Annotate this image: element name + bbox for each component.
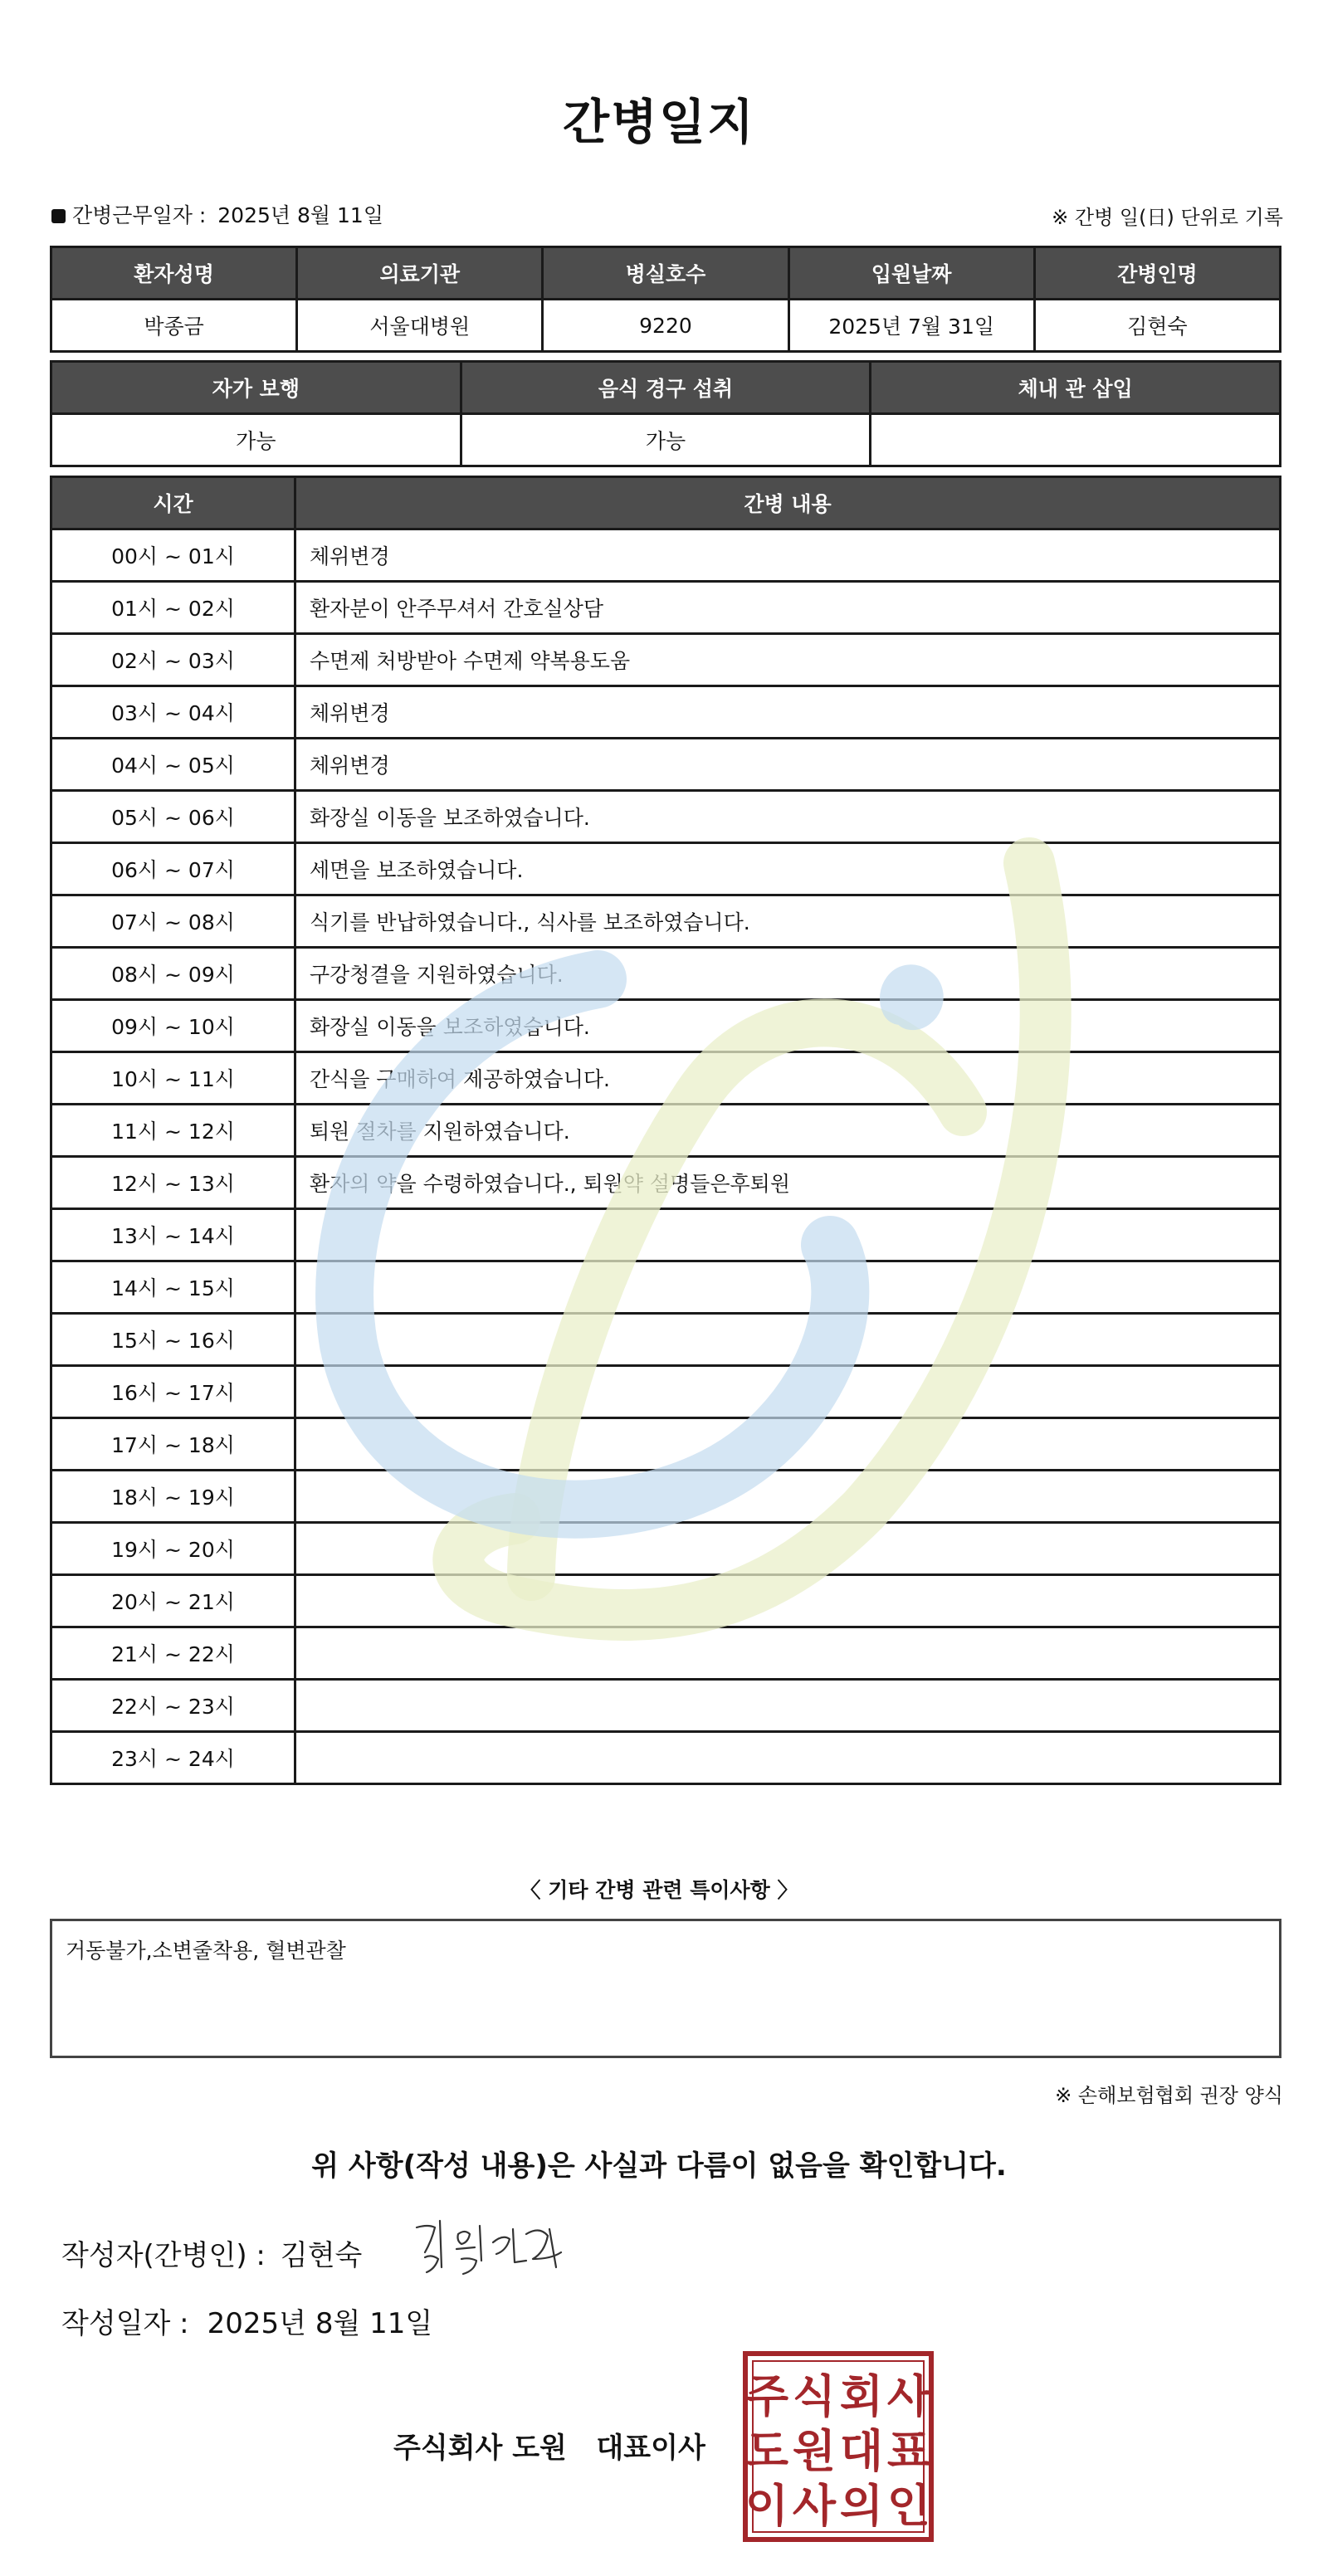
- table-row: [51, 1418, 1281, 1471]
- time-slot: 04시 ~ 05시: [51, 739, 295, 791]
- care-content: [295, 1575, 1281, 1627]
- work-date: [51, 199, 383, 229]
- table-row: [51, 1000, 1281, 1052]
- handwritten-signature: [410, 2209, 576, 2284]
- written-date-line: [61, 2300, 432, 2341]
- time-slot: 20시 ~ 21시: [51, 1575, 295, 1627]
- work-date-value: 2025년 8월 11일: [217, 203, 383, 227]
- table-row: [51, 1575, 1281, 1627]
- patient-info-table: [50, 246, 1281, 353]
- time-slot: 07시 ~ 08시: [51, 895, 295, 948]
- seal-glyph: 식: [792, 2370, 837, 2422]
- association-note: ※ 손해보험협회 권장 양식: [1055, 2084, 1283, 2107]
- time-slot: 11시 ~ 12시: [51, 1105, 295, 1157]
- table-row: [51, 1523, 1281, 1575]
- header-caregiver: 간병인명: [1034, 247, 1280, 300]
- time-slot: 23시 ~ 24시: [51, 1732, 295, 1784]
- table-row: [51, 1052, 1281, 1105]
- care-content: 구강청결을 지원하였습니다.: [295, 948, 1281, 1000]
- special-notes-title: 〈 기타 간병 관련 특이사항 〉: [520, 1878, 798, 1902]
- care-log-rows: [51, 529, 1281, 1784]
- table-row: [51, 1261, 1281, 1314]
- care-content: [295, 1680, 1281, 1732]
- author-line: [61, 2232, 362, 2273]
- table-row: [51, 529, 1281, 582]
- seal-glyph: 사: [886, 2370, 931, 2422]
- header-oral-intake: 음식 경구 섭취: [461, 362, 871, 414]
- time-slot: 19시 ~ 20시: [51, 1523, 295, 1575]
- hospital-name: 서울대병원: [297, 300, 543, 352]
- header-room: 병실호수: [543, 247, 788, 300]
- patient-status-table: [50, 360, 1281, 467]
- care-content: [295, 1471, 1281, 1523]
- table-row: [51, 686, 1281, 739]
- time-slot: 16시 ~ 17시: [51, 1366, 295, 1418]
- care-content: [295, 1366, 1281, 1418]
- patient-name: 박종금: [51, 300, 297, 352]
- time-slot: 02시 ~ 03시: [51, 634, 295, 686]
- table-row: [51, 948, 1281, 1000]
- time-slot: 06시 ~ 07시: [51, 843, 295, 895]
- oral-intake-value: 가능: [461, 414, 871, 466]
- time-slot: 09시 ~ 10시: [51, 1000, 295, 1052]
- care-content: 간식을 구매하여 제공하였습니다.: [295, 1052, 1281, 1105]
- care-content: [295, 1627, 1281, 1680]
- care-content: 환자의 약을 수령하였습니다., 퇴원약 설명들은후퇴원: [295, 1157, 1281, 1209]
- header-tube-insertion: 체내 관 삽입: [871, 362, 1281, 414]
- time-slot: 05시 ~ 06시: [51, 791, 295, 843]
- daily-record-note: ※ 간병 일(日) 단위로 기록: [1052, 206, 1283, 229]
- table-row: [51, 1314, 1281, 1366]
- time-slot: 17시 ~ 18시: [51, 1418, 295, 1471]
- written-date-label: 작성일자 :: [61, 2307, 189, 2340]
- care-content: 화장실 이동을 보조하였습니다.: [295, 1000, 1281, 1052]
- time-slot: 15시 ~ 16시: [51, 1314, 295, 1366]
- table-row: [51, 582, 1281, 634]
- care-content: 식기를 반납하였습니다., 식사를 보조하였습니다.: [295, 895, 1281, 948]
- special-notes-text: 거동불가,소변줄착용, 혈변관찰: [66, 1939, 346, 1963]
- header-care-content: 간병 내용: [295, 477, 1281, 529]
- table-row: [51, 1157, 1281, 1209]
- seal-glyph: 대: [839, 2425, 884, 2477]
- document-title: 간병일지: [562, 94, 756, 150]
- special-notes-box: [50, 1919, 1281, 2058]
- table-row: [51, 739, 1281, 791]
- time-slot: 21시 ~ 22시: [51, 1627, 295, 1680]
- table-row: [51, 1732, 1281, 1784]
- care-content: 체위변경: [295, 529, 1281, 582]
- table-row: [51, 1209, 1281, 1261]
- header-admission-date: 입원날짜: [788, 247, 1034, 300]
- care-content: [295, 1314, 1281, 1366]
- care-log-table: [50, 476, 1281, 1785]
- time-slot: 00시 ~ 01시: [51, 529, 295, 582]
- seal-glyph: 회: [839, 2370, 884, 2422]
- seal-glyph: 주: [744, 2370, 789, 2422]
- time-slot: 03시 ~ 04시: [51, 686, 295, 739]
- header-patient-name: 환자성명: [51, 247, 297, 300]
- care-content: 퇴원 절차를 지원하였습니다.: [295, 1105, 1281, 1157]
- header-self-walking: 자가 보행: [51, 362, 461, 414]
- seal-glyph: 이: [744, 2480, 789, 2532]
- time-slot: 22시 ~ 23시: [51, 1680, 295, 1732]
- header-hospital: 의료기관: [297, 247, 543, 300]
- care-content: [295, 1418, 1281, 1471]
- square-bullet-icon: [51, 209, 66, 223]
- care-content: [295, 1261, 1281, 1314]
- header-time: 시간: [51, 477, 295, 529]
- self-walking-value: 가능: [51, 414, 461, 466]
- seal-glyph: 표: [886, 2425, 931, 2477]
- table-row: [51, 1366, 1281, 1418]
- time-slot: 14시 ~ 15시: [51, 1261, 295, 1314]
- time-slot: 10시 ~ 11시: [51, 1052, 295, 1105]
- table-row: [51, 1105, 1281, 1157]
- seal-glyph: 인: [886, 2480, 931, 2532]
- time-slot: 01시 ~ 02시: [51, 582, 295, 634]
- caregiver-name: 김현숙: [1034, 300, 1280, 352]
- care-content: 수면제 처방받아 수면제 약복용도움: [295, 634, 1281, 686]
- seal-glyph: 도: [744, 2425, 789, 2477]
- time-slot: 18시 ~ 19시: [51, 1471, 295, 1523]
- time-slot: 08시 ~ 09시: [51, 948, 295, 1000]
- table-row: [51, 634, 1281, 686]
- care-content: 체위변경: [295, 739, 1281, 791]
- care-content: 체위변경: [295, 686, 1281, 739]
- care-content: [295, 1523, 1281, 1575]
- table-row: [51, 791, 1281, 843]
- care-content: 세면을 보조하였습니다.: [295, 843, 1281, 895]
- seal-glyph: 원: [792, 2425, 837, 2477]
- work-date-label: 간병근무일자 :: [72, 203, 207, 227]
- time-slot: 12시 ~ 13시: [51, 1157, 295, 1209]
- confirmation-statement: 위 사항(작성 내용)은 사실과 다름이 없음을 확인합니다.: [311, 2149, 1007, 2183]
- care-content: [295, 1732, 1281, 1784]
- table-row: [51, 1680, 1281, 1732]
- care-content: [295, 1209, 1281, 1261]
- seal-glyph: 의: [839, 2480, 884, 2532]
- table-row: [51, 843, 1281, 895]
- time-slot: 13시 ~ 14시: [51, 1209, 295, 1261]
- company-representative: 주식회사 도원 대표이사: [393, 2432, 705, 2465]
- table-row: [51, 1627, 1281, 1680]
- author-label: 작성자(간병인) :: [61, 2239, 266, 2272]
- table-row: [51, 895, 1281, 948]
- care-content: 화장실 이동을 보조하였습니다.: [295, 791, 1281, 843]
- tube-insertion-value: [871, 414, 1281, 466]
- admission-date: 2025년 7월 31일: [788, 300, 1034, 352]
- care-content: 환자분이 안주무셔서 간호실상담: [295, 582, 1281, 634]
- room-number: 9220: [543, 300, 788, 352]
- seal-glyph: 사: [792, 2480, 837, 2532]
- author-name: 김현숙: [280, 2239, 363, 2272]
- table-row: [51, 1471, 1281, 1523]
- written-date-value: 2025년 8월 11일: [207, 2307, 433, 2340]
- company-seal: [742, 2350, 935, 2543]
